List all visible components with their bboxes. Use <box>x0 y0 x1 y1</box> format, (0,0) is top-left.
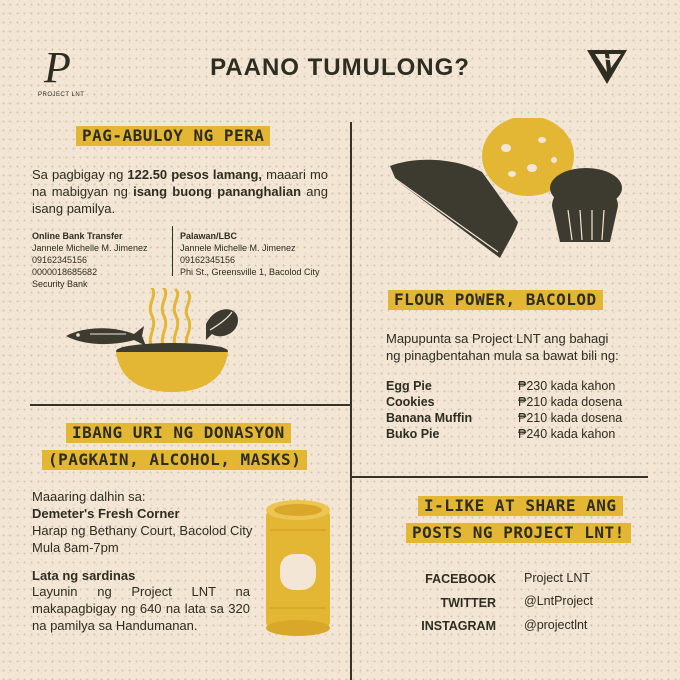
pera-intro <box>32 166 328 217</box>
bank-name: Security Bank <box>32 279 88 289</box>
flour-item-name: Banana Muffin <box>386 411 473 425</box>
social-platform-twitter: TWITTER <box>440 596 496 610</box>
flour-item-price: ₱210 kada dosena <box>518 395 623 409</box>
sardinas-text: Layunin ng Project LNT na makapagbigay ng 640 na lata sa 320 na pamilya sa Handumanan. <box>32 584 250 633</box>
pera-intro-amount: 122.50 pesos lamang, <box>127 167 263 182</box>
donasyon-heading-line-2: (PAGKAIN, ALCOHOL, MASKS) <box>42 450 307 470</box>
pera-intro-bold: isang buong pananghalian <box>133 184 302 199</box>
donasyon-dropoff <box>32 488 268 556</box>
flour-item-name: Buko Pie <box>386 427 440 441</box>
donasyon-intro: Maaaring dalhin sa: <box>32 489 146 504</box>
flour-item-name: Cookies <box>386 395 435 409</box>
donasyon-heading-line-1: IBANG URI NG DONASYON <box>66 423 291 443</box>
divider-vertical <box>350 122 352 680</box>
palawan-block <box>180 230 350 278</box>
bank-transfer-label: Online Bank Transfer <box>32 231 123 241</box>
flour-item-price: ₱240 kada kahon <box>518 427 616 441</box>
project-lnt-logo: P <box>44 43 71 92</box>
sardinas-label: Lata ng sardinas <box>32 568 136 583</box>
flour-item-price: ₱210 kada dosena <box>518 411 623 425</box>
flour-item-name: Egg Pie <box>386 379 432 393</box>
page-title: PAANO TUMULONG? <box>210 54 470 81</box>
bank-account-name: Jannele Michelle M. Jimenez <box>32 243 148 253</box>
bank-transfer-block <box>32 230 172 290</box>
palawan-name: Jannele Michelle M. Jimenez <box>180 243 296 253</box>
social-heading-line-1: I-LIKE AT SHARE ANG <box>418 496 623 516</box>
social-platform-facebook: FACEBOOK <box>425 572 496 586</box>
flour-item-price: ₱230 kada kahon <box>518 379 616 393</box>
palawan-address: Phi St., Greensville 1, Bacolod City <box>180 267 320 277</box>
sardine-can-illustration <box>262 496 334 638</box>
bank-account-number: 0000018685682 <box>32 267 98 277</box>
social-heading-line-2: POSTS NG PROJECT LNT! <box>406 523 631 543</box>
project-lnt-logo-subtitle: PROJECT LNT <box>38 92 85 98</box>
flour-heading: FLOUR POWER, BACOLOD <box>388 290 603 310</box>
pera-intro-1: Sa pagbigay ng <box>32 167 128 182</box>
social-handle-facebook[interactable]: Project LNT <box>524 571 590 585</box>
palawan-label: Palawan/LBC <box>180 231 238 241</box>
flour-intro: Mapupunta sa Project LNT ang bahagi ng pinagbentahan mula sa bawat bili ng: <box>386 331 619 363</box>
pera-heading: PAG-ABULOY NG PERA <box>76 126 270 146</box>
social-handle-instagram[interactable]: @projectlnt <box>524 618 588 632</box>
social-handle-twitter[interactable]: @LntProject <box>524 594 593 608</box>
social-platform-instagram: INSTAGRAM <box>421 619 496 633</box>
pera-intro-2: maaari mo na mabigyan ng <box>32 167 328 199</box>
pastry-illustration <box>386 118 634 270</box>
bank-divider <box>172 226 173 276</box>
palawan-phone: 09162345156 <box>180 255 236 265</box>
donasyon-hours: Mula 8am-7pm <box>32 540 119 555</box>
soup-bowl-illustration <box>60 288 260 398</box>
bank-phone: 09162345156 <box>32 255 88 265</box>
donasyon-place: Demeter's Fresh Corner <box>32 506 180 521</box>
brand-triangle-logo <box>585 46 629 86</box>
donasyon-address: Harap ng Bethany Court, Bacolod City <box>32 523 253 538</box>
divider-right <box>350 476 648 478</box>
pera-intro-3: ang isang pamilya. <box>32 184 328 216</box>
divider-left <box>30 404 350 406</box>
